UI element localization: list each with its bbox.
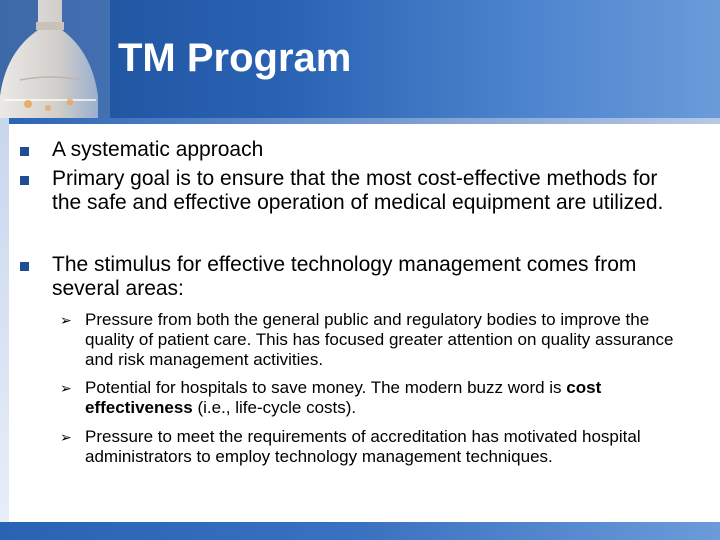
square-bullet-icon [20, 176, 29, 185]
sub-bullet-text [85, 378, 695, 418]
arrowhead-bullet-icon: ➢ [60, 312, 72, 328]
sub-bullet-text-part: (i.e., life-cycle costs). [192, 398, 357, 417]
bullet-text: Primary goal is to ensure that the most cost-effective methods for the safe and effective operation of medical equipment are utilized. [52, 167, 664, 214]
sub-bullet-text: Pressure from both the general public and regulatory bodies to improve the quality of patient care. This has focused greater attention on quality assurance and risk management activities. [85, 310, 674, 369]
arrowhead-bullet-icon: ➢ [60, 429, 72, 445]
sub-bullet-bold-term: cost effectiveness [85, 378, 602, 417]
sub-bullet-text-part: Potential for hospitals to save money. The modern buzz word is [85, 378, 567, 397]
bullet-text: A systematic approach [52, 138, 264, 161]
bullet-text: The stimulus for effective technology management comes from several areas: [52, 253, 637, 300]
arrowhead-bullet-icon: ➢ [60, 380, 72, 396]
square-bullet-icon [20, 147, 29, 156]
slide-title: TM Program [118, 36, 352, 80]
square-bullet-icon [20, 262, 29, 271]
sub-bullet-text: Pressure to meet the requirements of accreditation has motivated hospital administrators to employ technology management techniques. [85, 427, 641, 466]
footer-band [0, 522, 720, 540]
